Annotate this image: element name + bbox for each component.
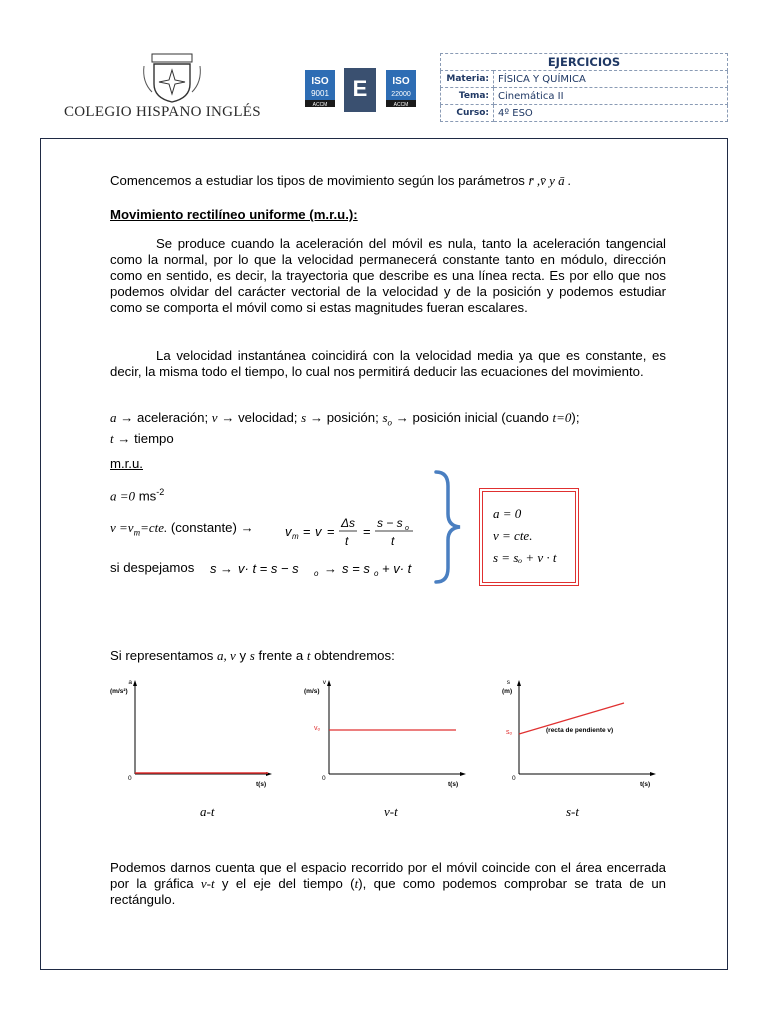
var-t-desc: → tiempo <box>113 430 174 446</box>
header-info-table <box>440 53 728 122</box>
info-key-curso: Curso: <box>441 105 494 122</box>
graph-s-t-caption: s-t <box>566 804 579 819</box>
despejamos-formula <box>210 558 430 585</box>
school-name: COLEGIO HISPANO INGLÉS <box>64 104 261 120</box>
var-s-desc: → posición; <box>306 410 383 425</box>
summary-eq-a: a = 0 <box>493 506 522 521</box>
graphs-intro-text-2: y <box>235 648 250 663</box>
equation-despejamos <box>110 560 220 576</box>
graph-s-t-marker: sₒ <box>506 729 513 736</box>
graph-v-t <box>302 676 472 801</box>
graphs-intro-av: a, v <box>217 648 236 663</box>
svg-text:o: o <box>314 569 319 578</box>
section-heading: Movimiento rectilíneo uniforme (m.r.u.): <box>110 207 358 222</box>
info-value-curso: 4º ESO <box>494 105 728 122</box>
graph-a-t-xlabel: t(s) <box>256 781 267 788</box>
graph-v-t-origin: 0 <box>322 775 326 782</box>
iso-9001-badge <box>305 70 335 112</box>
summary-equations-box <box>482 491 576 583</box>
svg-text:v: v <box>285 524 292 539</box>
graph-s-t-annotation: (recta de pendiente v) <box>546 727 614 734</box>
info-key-tema: Tema: <box>441 88 494 105</box>
conclusion-text-2: y el eje del tiempo ( <box>214 876 355 891</box>
eq-v-sub: m <box>133 527 141 538</box>
graph-v-t-xlabel: t(s) <box>448 781 459 788</box>
svg-text:m: m <box>292 532 299 541</box>
graphs-intro-text-3: frente a <box>254 648 307 663</box>
svg-text:9001: 9001 <box>311 89 329 98</box>
eq-v-rhs: =cte. <box>140 520 168 535</box>
svg-text:+ v· t: + v· t <box>382 561 412 576</box>
var-t0: t=0 <box>552 410 572 425</box>
var-a-desc: → aceleración; <box>116 410 212 425</box>
conclusion-text-3: ), que como podemos comprobar se trata de un rectángulo. <box>110 876 666 907</box>
info-value-materia: FÍSICA Y QUÍMICA <box>494 71 728 88</box>
svg-text:=: = <box>303 524 311 539</box>
intro-text: Comencemos a estudiar los tipos de movimiento según los parámetros <box>110 173 525 188</box>
eq-a-exp: -2 <box>156 487 165 497</box>
summary-eq-v: v = cte. <box>493 528 533 543</box>
svg-text:=: = <box>363 524 371 539</box>
svg-text:Δs: Δs <box>341 516 356 530</box>
var-s: s <box>301 410 307 425</box>
graphs-intro-s: s <box>249 648 255 663</box>
graph-a-t-ylabel: a <box>128 679 132 686</box>
variables-legend <box>110 410 666 447</box>
graph-v-t-caption: v-t <box>384 804 398 819</box>
var-so-sub: o <box>387 417 392 428</box>
svg-text:v: v <box>315 524 322 539</box>
eq-v-lhs: v =v <box>110 520 134 535</box>
info-title: EJERCICIOS <box>441 54 728 71</box>
intro-paragraph <box>110 173 666 189</box>
svg-text:s − s: s − s <box>377 516 403 530</box>
svg-text:s: s <box>210 561 217 576</box>
graph-s-t <box>492 676 662 801</box>
var-v: v <box>211 410 218 425</box>
conclusion-paragraph <box>110 860 666 908</box>
graph-v-t-marker: vₒ <box>314 725 321 732</box>
graph-s-t-yunit: (m) <box>502 688 513 695</box>
graph-s-t-xlabel: t(s) <box>640 781 651 788</box>
graphs-intro-t: t <box>306 648 311 663</box>
var-so: s <box>382 410 388 425</box>
svg-text:22000: 22000 <box>391 91 411 98</box>
svg-text:o: o <box>405 525 409 532</box>
svg-text:=: = <box>327 524 335 539</box>
velocity-fraction-formula <box>285 512 425 557</box>
equation-a <box>110 484 310 504</box>
paragraph-1: Se produce cuando la aceleración del móvil es nula, tanto la aceleración tangencial como la normal, por lo que la velocidad permanecerá constante tanto en módulo, dirección como en sentido, es decir, la trayectoria que describe es una línea recta. Es por ello que nos podemos olvidar del carácter vectorial de la velocidad y de la posición y podemos estudiar como se comporta el móvil como si estas magnitudes fueran escalares. <box>110 236 666 315</box>
info-key-materia: Materia: <box>441 71 494 88</box>
conclusion-vt: v-t <box>200 876 215 891</box>
iso-22000-badge <box>386 70 416 112</box>
curly-brace-icon <box>432 468 468 591</box>
eq-despejamos-text: si despejamos <box>110 560 195 575</box>
svg-text:ISO: ISO <box>392 76 410 87</box>
svg-text:v· t = s − s: v· t = s − s <box>238 561 299 576</box>
svg-text:→: → <box>324 561 337 576</box>
graphs-intro-text-4: obtendremos: <box>310 648 395 663</box>
eq-a-unit: ms <box>135 488 157 504</box>
var-v-desc: → velocidad; <box>217 410 302 425</box>
graph-a-t-origin: 0 <box>128 775 132 782</box>
info-value-tema: Cinemática II <box>494 88 728 105</box>
graphs-intro <box>110 648 666 664</box>
svg-text:ISO: ISO <box>311 76 329 87</box>
svg-text:ACCM: ACCM <box>312 102 328 108</box>
graph-a-t-yunit: (m/s²) <box>110 688 128 695</box>
svg-text:t: t <box>345 534 349 548</box>
svg-text:ACCM: ACCM <box>393 102 409 108</box>
svg-text:s = s: s = s <box>342 561 370 576</box>
svg-text:t: t <box>391 534 395 548</box>
conclusion-t: t <box>354 876 359 891</box>
var-so-desc: → posición inicial (cuando <box>392 410 553 425</box>
svg-text:E: E <box>352 76 368 101</box>
paragraph-2: La velocidad instantánea coincidirá con la velocidad media ya que es constante, es decir, la misma todo el tiempo, lo cual nos permitirá deducir las ecuaciones del movimiento. <box>110 348 666 379</box>
eq-a-math: a =0 <box>110 488 136 504</box>
quality-e-badge <box>344 68 376 112</box>
graph-s-t-ylabel: s <box>506 679 510 686</box>
graph-s-t-origin: 0 <box>512 775 516 782</box>
summary-eq-s: s = sₒ + v · t <box>493 550 557 565</box>
mru-label: m.r.u. <box>110 456 143 471</box>
intro-symbols: r̄ ,v̄ y ā . <box>528 173 572 188</box>
conclusion-text-1: Podemos darnos cuenta que el espacio recorrido por el móvil coincide con el área encerrada por la gráfica <box>110 860 666 891</box>
graph-v-t-yunit: (m/s) <box>304 688 320 695</box>
var-close: ); <box>571 410 580 425</box>
graphs-intro-text-1: Si representamos <box>110 648 218 663</box>
eq-v-text: (constante) → <box>167 520 254 535</box>
graph-v-t-ylabel: v <box>322 679 326 686</box>
var-a: a <box>110 410 117 425</box>
var-t: t <box>110 430 114 446</box>
svg-text:→: → <box>220 561 233 576</box>
svg-text:o: o <box>374 569 379 578</box>
school-logo <box>140 52 204 104</box>
graph-a-t-caption: a-t <box>200 804 215 819</box>
graph-a-t <box>108 676 278 801</box>
